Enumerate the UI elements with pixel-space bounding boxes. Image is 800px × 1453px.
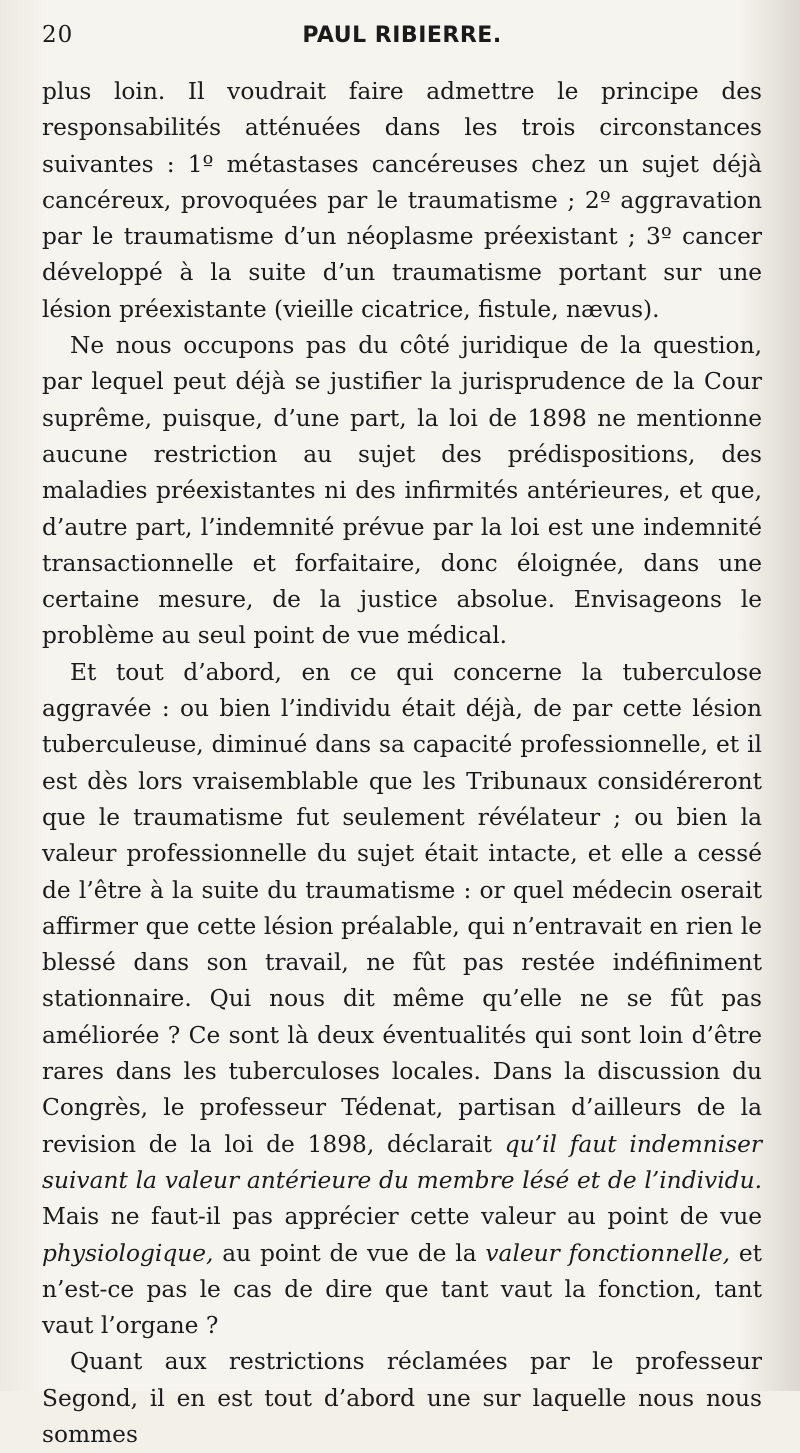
- page-number: 20: [42, 22, 74, 48]
- paragraph: [42, 74, 762, 328]
- text-run: et n’est-ce pas le cas de dire que tant vaut la fonction, tant vaut l’organe ?: [42, 1239, 762, 1340]
- text-run: Et tout d’abord, en ce qui concerne la tuberculose aggravée : ou bien l’individu était déjà, de par cette lésion tuberculeuse, diminué dans sa capacité professionnelle, et il est dès lors vraisemblable que les Tribunaux considéreront que le traumatisme fut seulement révélateur ; ou bien la valeur professionnelle du sujet était intacte, et elle a cessé de l’être à la suite du traumatisme : or quel médecin oserait affirmer que cette lésion préalable, qui n’entravait en rien le blessé dans son travail, ne fût pas restée indéfiniment stationnaire. Qui nous dit même qu’elle ne se fût pas améliorée ? Ce sont là deux éventualités qui sont loin d’être rares dans les tuberculoses locales. Dans la discussion du Congrès, le professeur Tédenat, partisan d’ailleurs de la revision de la loi de 1898, déclarait: [42, 658, 762, 1158]
- text-run: plus loin. Il voudrait faire admettre le principe des responsabilités atténuées dans les trois circonstances suivantes : 1º métastases cancéreuses chez un sujet déjà cancéreux, provoquées par le traumatisme ; 2º aggravation par le traumatisme d’un néoplasme préexistant ; 3º cancer développé à la suite d’un traumatisme portant sur une lésion préexistante (vieille cicatrice, fistule, nævus).: [42, 78, 762, 323]
- paragraph: [42, 1344, 762, 1453]
- text-run: Ne nous occupons pas du côté juridique de la question, par lequel peut déjà se justifier la jurisprudence de la Cour suprême, puisque, d’une part, la loi de 1898 ne mentionne aucune restriction au sujet des prédispositions, des maladies préexistantes ni des infirmités antérieures, et que, d’autre part, l’indemnité prévue par la loi est une indemnité transactionnelle et forfaitaire, donc éloignée, dans une certaine mesure, de la justice absolue. Envisageons le problème au seul point de vue médical.: [42, 332, 762, 650]
- text-run: Quant aux restrictions réclamées par le professeur Segond, il en est tout d’abord une sur laquelle nous nous sommes: [42, 1348, 762, 1448]
- running-title: PAUL RIBIERRE.: [302, 23, 502, 48]
- page-header: [42, 22, 762, 74]
- text-run: au point de vue de la: [213, 1239, 486, 1267]
- italic-text: qu’il faut indemniser suivant la valeur antérieure du membre lésé et de l’individu.: [42, 1130, 762, 1194]
- italic-text: valeur fonctionnelle,: [485, 1239, 731, 1267]
- body-text: [42, 74, 762, 1453]
- italic-text: physiologique,: [42, 1239, 214, 1267]
- paragraph: [42, 328, 762, 655]
- paragraph: [42, 655, 762, 1345]
- text-run: Mais ne faut-il pas apprécier cette valeur au point de vue: [42, 1203, 762, 1231]
